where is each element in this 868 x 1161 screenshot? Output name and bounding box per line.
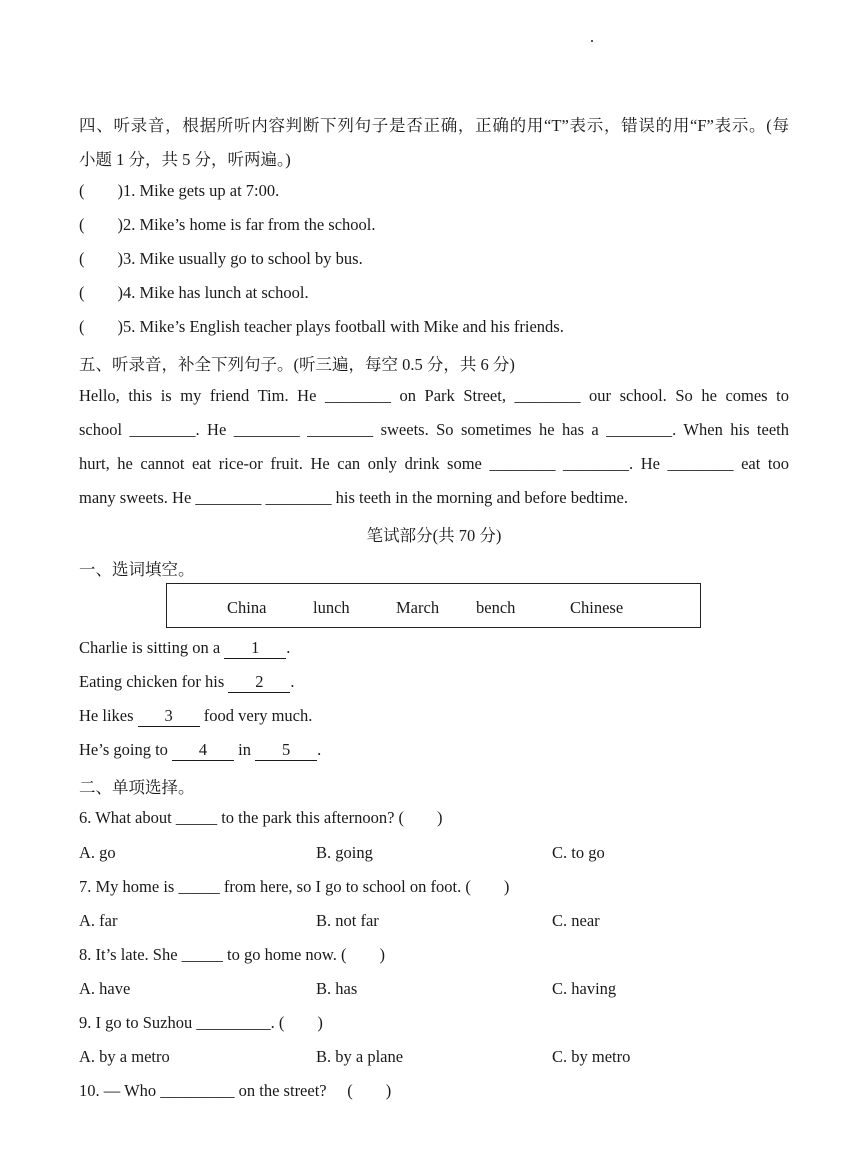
question-6-option-b: B. going	[316, 843, 373, 862]
answer-blank-3: 3	[138, 708, 200, 727]
sentence-text: food very much.	[199, 706, 313, 725]
section4-title-line2: 小题 1 分，共 5 分，听两遍。)	[79, 150, 291, 169]
sentence-text: He likes	[79, 706, 138, 725]
word-bank-item: March	[396, 598, 440, 617]
judge-item-4: ( )4. Mike has lunch at school.	[79, 283, 309, 302]
fill-sentence-2	[79, 672, 295, 693]
question-9-stem: 9. I go to Suzhou _________. ( )	[79, 1013, 323, 1032]
written-part-heading: 笔试部分(共 70 分)	[366, 526, 502, 545]
question-6-option-c: C. to go	[552, 843, 605, 862]
word-bank-box	[166, 583, 701, 628]
question-9-option-a: A. by a metro	[79, 1047, 170, 1066]
answer-blank-5: 5	[255, 742, 317, 761]
fill-sentence-3	[79, 706, 312, 727]
page-mark-dot	[591, 40, 593, 42]
sentence-text: .	[286, 638, 291, 657]
question-7-option-c: C. near	[552, 911, 600, 930]
question-8-stem: 8. It’s late. She _____ to go home now. ( )	[79, 945, 385, 964]
question-10-stem: 10. — Who _________ on the street? ( )	[79, 1081, 392, 1100]
word-bank-item: Chinese	[570, 598, 624, 617]
section4-title-line1: 四、听录音，根据所听内容判断下列句子是否正确，正确的用“T”表示，错误的用“F”表示。(每	[79, 116, 789, 135]
sentence-text: .	[317, 740, 322, 759]
word-bank-item: China	[227, 598, 267, 617]
part2-title: 二、单项选择。	[79, 778, 195, 797]
judge-item-2: ( )2. Mike’s home is far from the school.	[79, 215, 376, 234]
answer-blank-4: 4	[172, 742, 234, 761]
question-8-option-b: B. has	[316, 979, 358, 998]
judge-item-5: ( )5. Mike’s English teacher plays football with Mike and his friends.	[79, 317, 564, 336]
word-bank-item: lunch	[313, 598, 350, 617]
judge-item-1: ( )1. Mike gets up at 7:00.	[79, 181, 280, 200]
word-bank-item: bench	[476, 598, 516, 617]
question-9-option-c: C. by metro	[552, 1047, 631, 1066]
question-7-stem: 7. My home is _____ from here, so I go to school on foot. ( )	[79, 877, 510, 896]
answer-blank-1: 1	[224, 640, 286, 659]
question-7-option-b: B. not far	[316, 911, 379, 930]
question-9-option-b: B. by a plane	[316, 1047, 404, 1066]
question-8-option-c: C. having	[552, 979, 617, 998]
part1-title: 一、选词填空。	[79, 560, 195, 579]
sentence-text: He’s going to	[79, 740, 173, 759]
fill-sentence-4	[79, 740, 321, 761]
sentence-text: Charlie is sitting on a	[79, 638, 225, 657]
sentence-text: in	[234, 740, 256, 759]
cloze-line-1: Hello, this is my friend Tim. He ________ on Park Street, ________ our school. So he comes to	[79, 386, 789, 405]
cloze-line-4: many sweets. He ________ ________ his teeth in the morning and before bedtime.	[79, 488, 628, 507]
question-8-option-a: A. have	[79, 979, 131, 998]
question-7-option-a: A. far	[79, 911, 118, 930]
question-6-stem: 6. What about _____ to the park this afternoon? ( )	[79, 808, 443, 827]
sentence-text: .	[290, 672, 295, 691]
sentence-text: Eating chicken for his	[79, 672, 229, 691]
answer-blank-2: 2	[228, 674, 290, 693]
cloze-line-2: school ________. He ________ ________ sweets. So sometimes he has a ________. When his teeth	[79, 420, 789, 439]
section5-title: 五、听录音，补全下列句子。(听三遍，每空 0.5 分，共 6 分)	[79, 355, 515, 374]
judge-item-3: ( )3. Mike usually go to school by bus.	[79, 249, 363, 268]
cloze-line-3: hurt, he cannot eat rice-or fruit. He can only drink some ________ ________. He ________ eat too	[79, 454, 789, 473]
fill-sentence-1	[79, 638, 290, 659]
question-6-option-a: A. go	[79, 843, 116, 862]
